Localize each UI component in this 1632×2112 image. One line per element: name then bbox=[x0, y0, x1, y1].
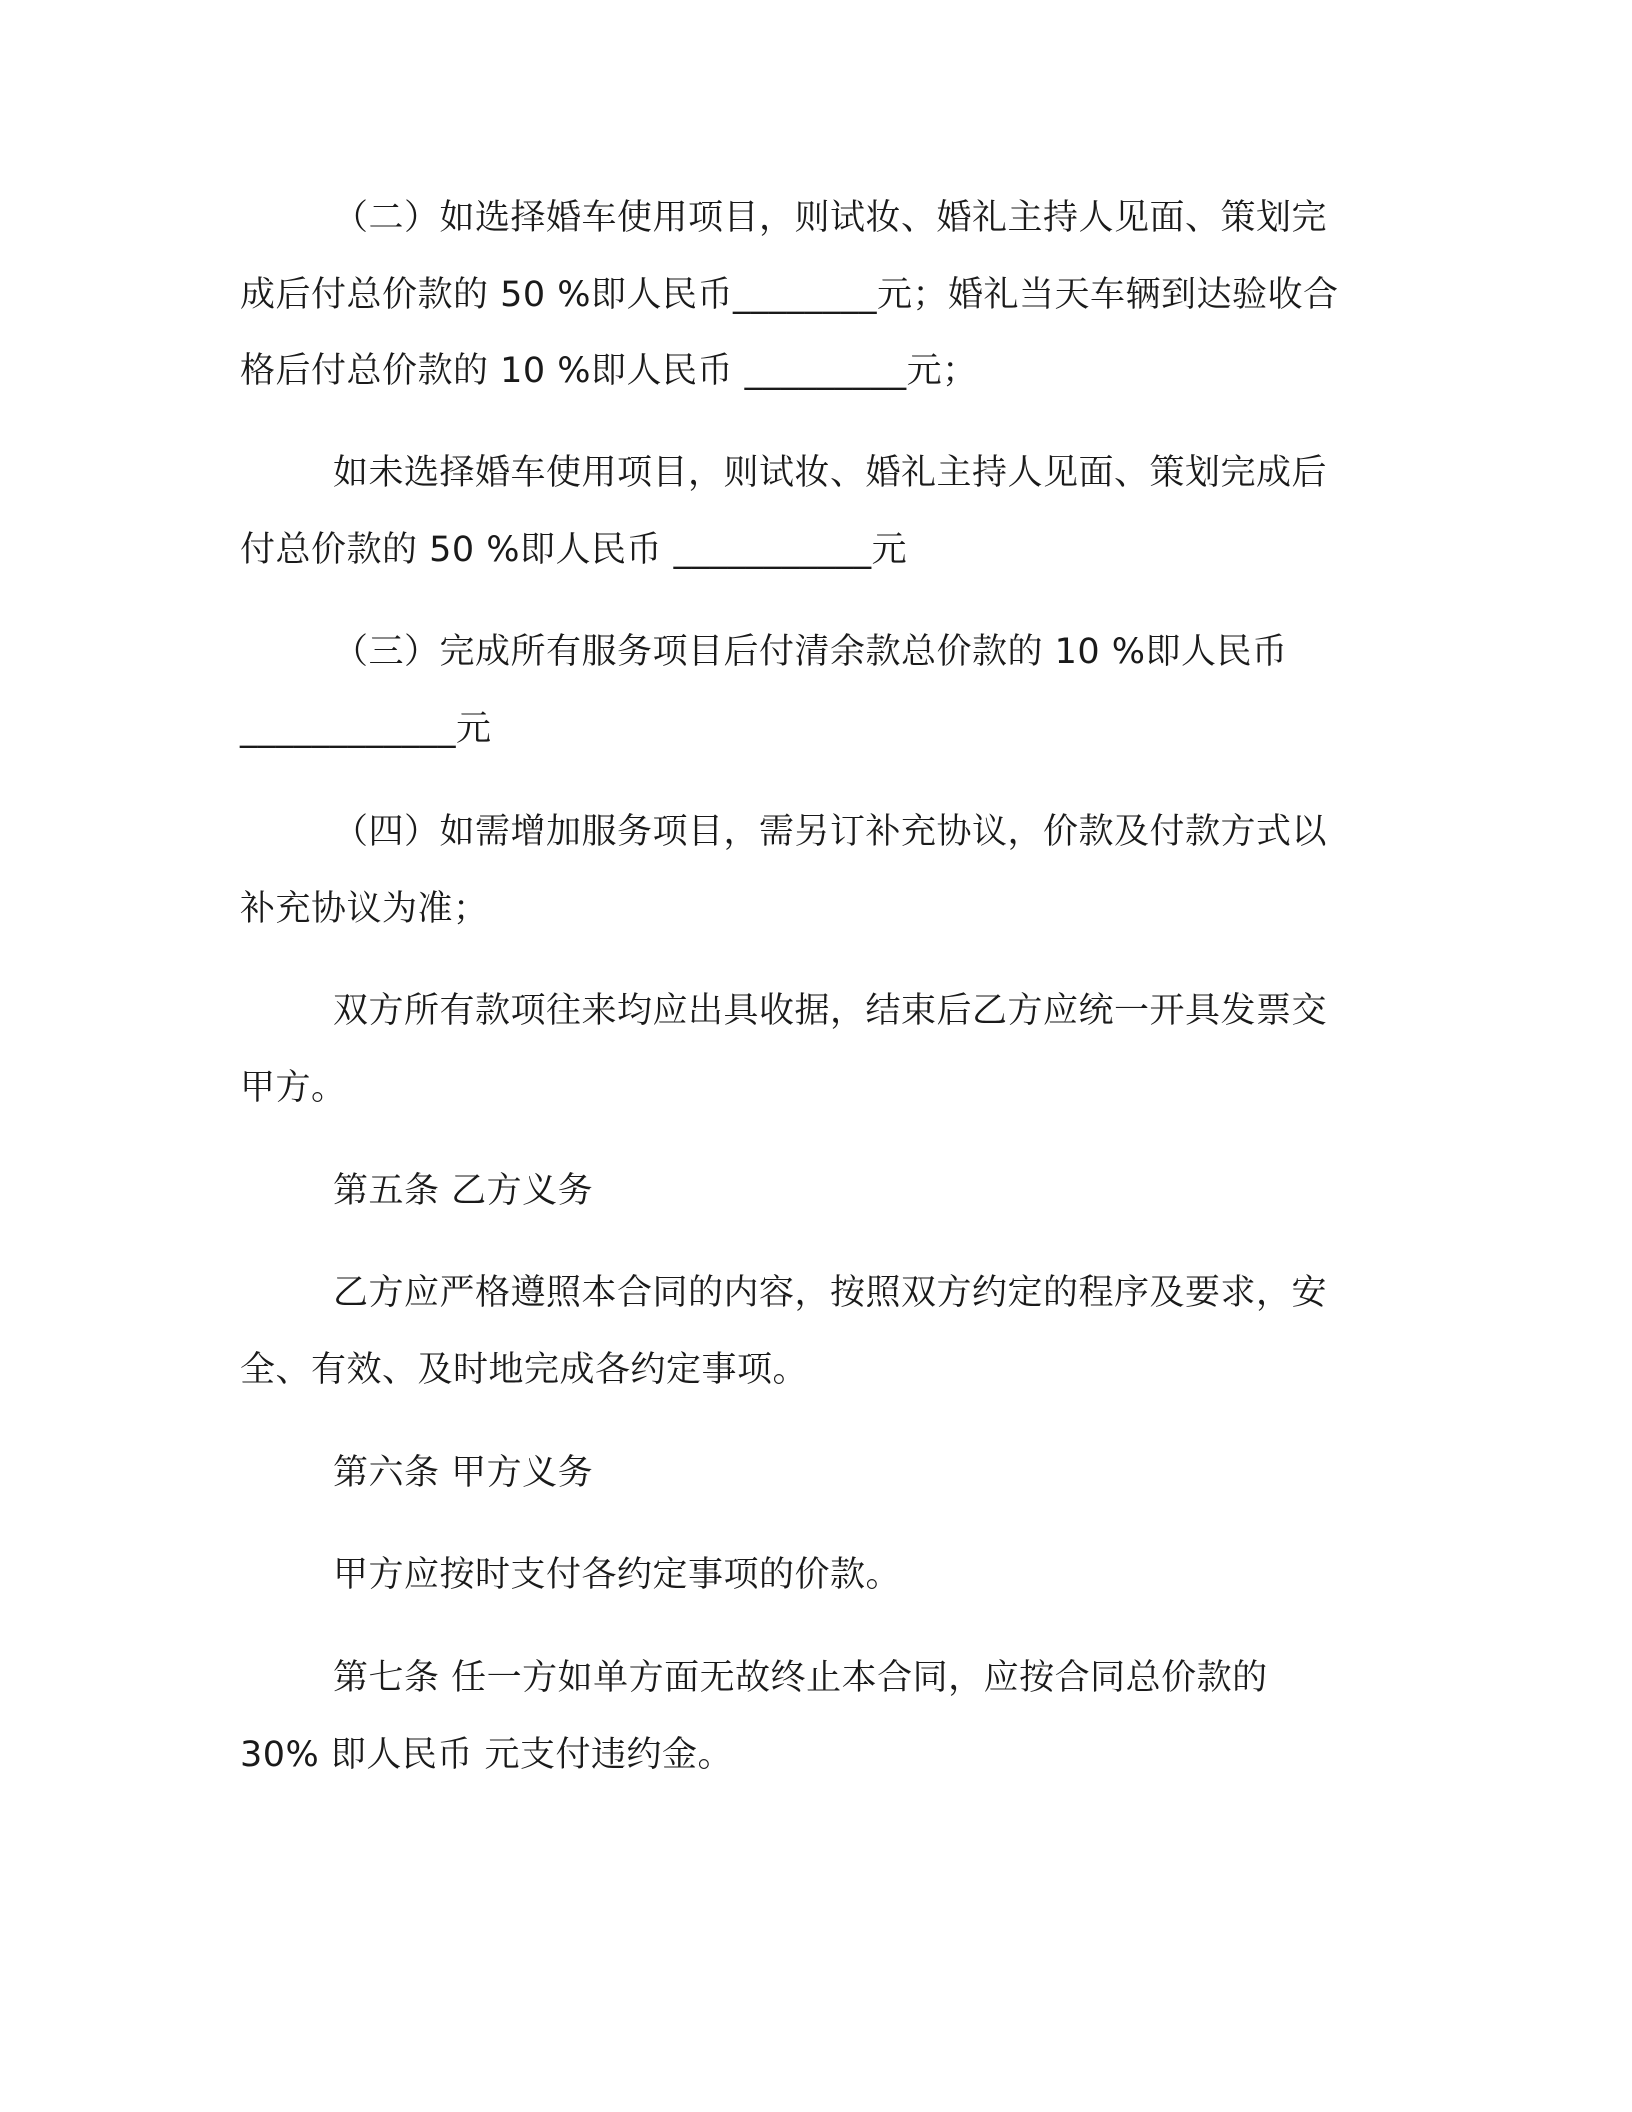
no-wedding-car-line-2: 付总价款的 50 %即人民币 ___________元 bbox=[240, 530, 908, 570]
receipt-paragraph-line-1: 双方所有款项往来均应出具收据，结束后乙方应统一开具发票交 bbox=[333, 991, 1328, 1031]
receipt-paragraph-line-2: 甲方。 bbox=[240, 1068, 347, 1108]
no-wedding-car-line-1: 如未选择婚车使用项目，则试妆、婚礼主持人见面、策划完成后 bbox=[333, 453, 1328, 493]
clause-3-line-1: （三）完成所有服务项目后付清余款总价款的 10 %即人民币 bbox=[333, 632, 1288, 672]
clause-4-line-1: （四）如需增加服务项目，需另订补充协议，价款及付款方式以 bbox=[333, 812, 1328, 852]
article-5-heading: 第五条 乙方义务 bbox=[333, 1171, 594, 1211]
article-7-line-1: 第七条 任一方如单方面无故终止本合同，应按合同总价款的 bbox=[333, 1658, 1268, 1698]
clause-2-line-2: 成后付总价款的 50 %即人民币________元；婚礼当天车辆到达验收合 bbox=[240, 275, 1339, 315]
clause-2-line-1: （二）如选择婚车使用项目，则试妆、婚礼主持人见面、策划完 bbox=[333, 198, 1328, 238]
clause-4-line-2: 补充协议为准； bbox=[240, 889, 489, 929]
clause-2-line-3: 格后付总价款的 10 %即人民币 _________元； bbox=[240, 351, 978, 391]
article-5-line-2: 全、有效、及时地完成各约定事项。 bbox=[240, 1350, 809, 1390]
article-7-line-2: 30% 即人民币 元支付违约金。 bbox=[240, 1735, 734, 1775]
article-6-body: 甲方应按时支付各约定事项的价款。 bbox=[333, 1555, 902, 1595]
article-5-line-1: 乙方应严格遵照本合同的内容，按照双方约定的程序及要求，安 bbox=[333, 1273, 1328, 1313]
clause-3-line-2: ____________元 bbox=[240, 709, 492, 749]
article-6-heading: 第六条 甲方义务 bbox=[333, 1453, 594, 1493]
